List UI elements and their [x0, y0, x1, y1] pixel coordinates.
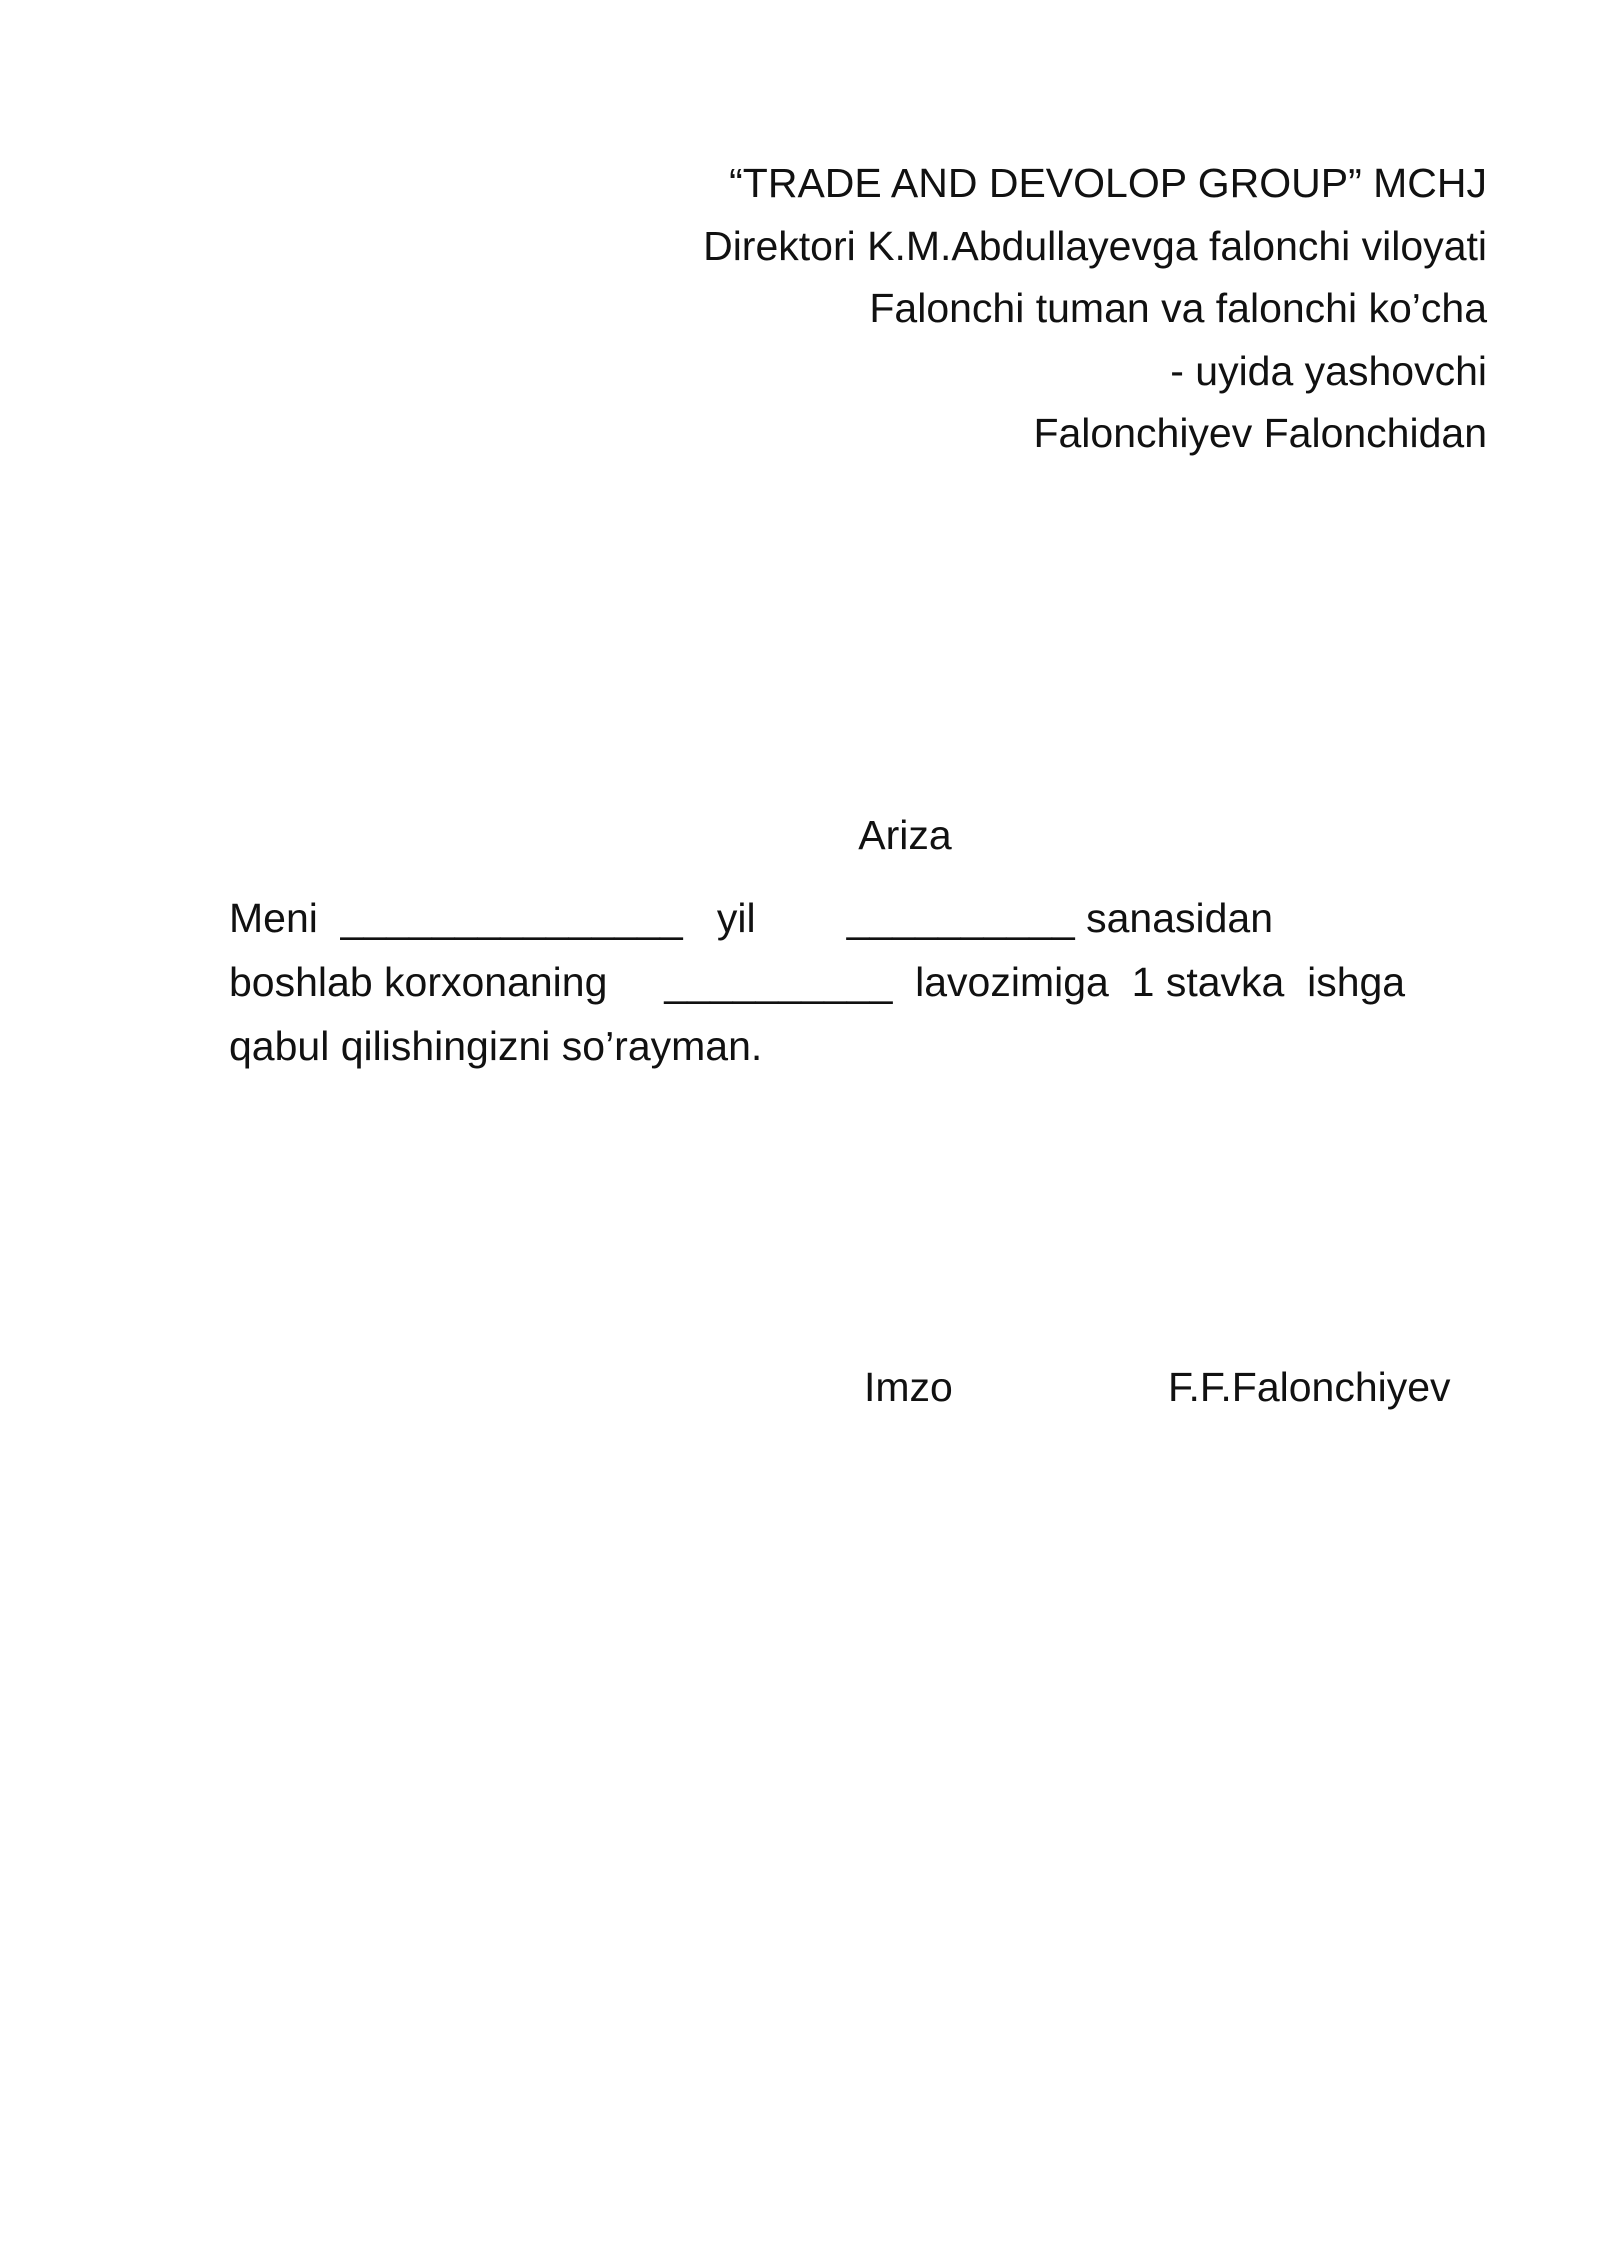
signature-label: Imzo: [864, 1364, 953, 1410]
sender-name-line: Falonchiyev Falonchidan: [1033, 410, 1487, 456]
body-line-2: boshlab korxonaning __________ lavozimiga 1 stavka ishga: [229, 959, 1406, 1005]
director-line: Direktori K.M.Abdullayevga falonchi viloyati: [703, 222, 1487, 269]
document-title: Ariza: [858, 812, 952, 858]
residence-line: - uyida yashovchi: [1170, 347, 1487, 394]
district-street-line: Falonchi tuman va falonchi ko’cha: [869, 285, 1487, 331]
body-line-3: qabul qilishingizni so’rayman.: [229, 1023, 763, 1069]
application-body: [229, 886, 1479, 1078]
addressee-header: [487, 152, 1487, 465]
company-name-line: “TRADE AND DEVOLOP GROUP” MCHJ: [729, 160, 1487, 206]
body-line-1: Meni _______________ yil __________ sanasidan: [229, 895, 1274, 941]
signatory-name: F.F.Falonchiyev: [1168, 1364, 1451, 1410]
